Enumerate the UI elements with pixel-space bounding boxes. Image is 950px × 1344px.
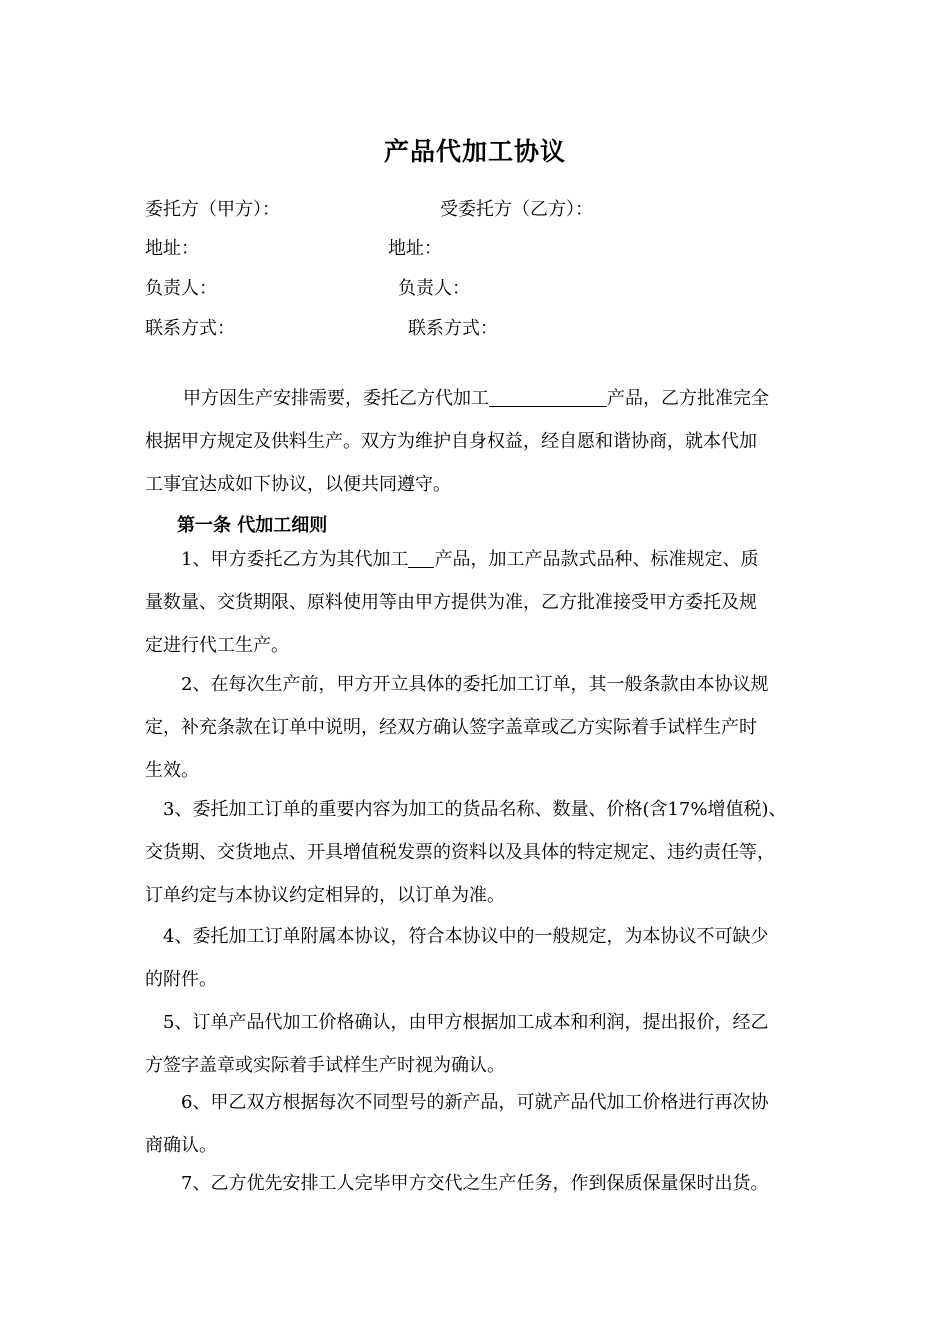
party-a-person: 负责人： (145, 278, 217, 299)
clause-1-line-1b: 产品，加工产品款式品种、标准规定、质 (434, 549, 759, 570)
clause-6-line-1: 6、甲乙双方根据每次不同型号的新产品，可就产品代加工价格进行再次协 (181, 1092, 769, 1113)
intro-line-1b: 产品，乙方批准完全 (607, 388, 769, 409)
clause-3 (145, 788, 815, 917)
party-b-person: 负责人： (398, 278, 470, 299)
clause-3-line-2: 交货期、交货地点、开具增值税发票的资料以及具体的特定规定、违约责任等， (145, 842, 775, 863)
clause-6 (145, 1081, 815, 1167)
clause-3-line-1: 3、委托加工订单的重要内容为加工的货品名称、数量、价格(含17%增值税)、 (163, 799, 787, 820)
clause-4-line-2: 的附件。 (145, 969, 217, 990)
clause-2-line-3: 生效。 (145, 760, 199, 781)
product-blank (408, 547, 434, 568)
party-a-label: 委托方（甲方）： (145, 199, 280, 220)
clause-2-line-2: 定，补充条款在订单中说明，经双方确认签字盖章或乙方实际着手试样生产时 (145, 717, 757, 738)
clause-1-line-1a: 1、甲方委托乙方为其代加工 (181, 549, 409, 570)
document-title: 产品代加工协议 (383, 137, 566, 166)
intro-line-1a: 甲方因生产安排需要，委托乙方代加工 (183, 388, 489, 409)
clause-6-line-2: 商确认。 (145, 1135, 217, 1156)
clause-7 (145, 1162, 815, 1205)
clause-5-line-1: 5、订单产品代加工价格确认，由甲方根据加工成本和利润，提出报价，经乙 (163, 1012, 769, 1033)
clause-1-line-2: 量数量、交货期限、原料使用等由甲方提供为准，乙方批准接受甲方委托及规 (145, 592, 757, 613)
section-heading: 第一条 代加工细则 (177, 515, 328, 536)
party-b-contact: 联系方式： (408, 318, 498, 339)
clause-2-line-1: 2、在每次生产前，甲方开立具体的委托加工订单，其一般条款由本协议规 (181, 674, 769, 695)
intro-line-3: 工事宜达成如下协议，以便共同遵守。 (145, 474, 451, 495)
clause-2 (145, 663, 815, 792)
clause-1-line-3: 定进行代工生产。 (145, 635, 289, 656)
product-blank (489, 386, 607, 407)
clause-7-line-1: 7、乙方优先安排工人完毕甲方交代之生产任务，作到保质保量保时出货。 (181, 1173, 769, 1194)
clause-1 (145, 538, 815, 667)
party-b-label: 受委托方（乙方）： (440, 199, 593, 220)
intro-line-2: 根据甲方规定及供料生产。双方为维护自身权益，经自愿和谐协商，就本代加 (145, 431, 757, 452)
clause-4 (145, 915, 815, 1001)
party-a-contact: 联系方式： (145, 318, 235, 339)
clause-3-line-3: 订单约定与本协议约定相异的，以订单为准。 (145, 885, 505, 906)
clause-5 (145, 1001, 815, 1087)
party-a-address: 地址： (145, 238, 199, 259)
party-b-address: 地址： (388, 238, 442, 259)
clause-5-line-2: 方签字盖章或实际着手试样生产时视为确认。 (145, 1055, 505, 1076)
clause-4-line-1: 4、委托加工订单附属本协议，符合本协议中的一般规定，为本协议不可缺少 (163, 926, 769, 947)
intro-paragraph (145, 377, 815, 506)
